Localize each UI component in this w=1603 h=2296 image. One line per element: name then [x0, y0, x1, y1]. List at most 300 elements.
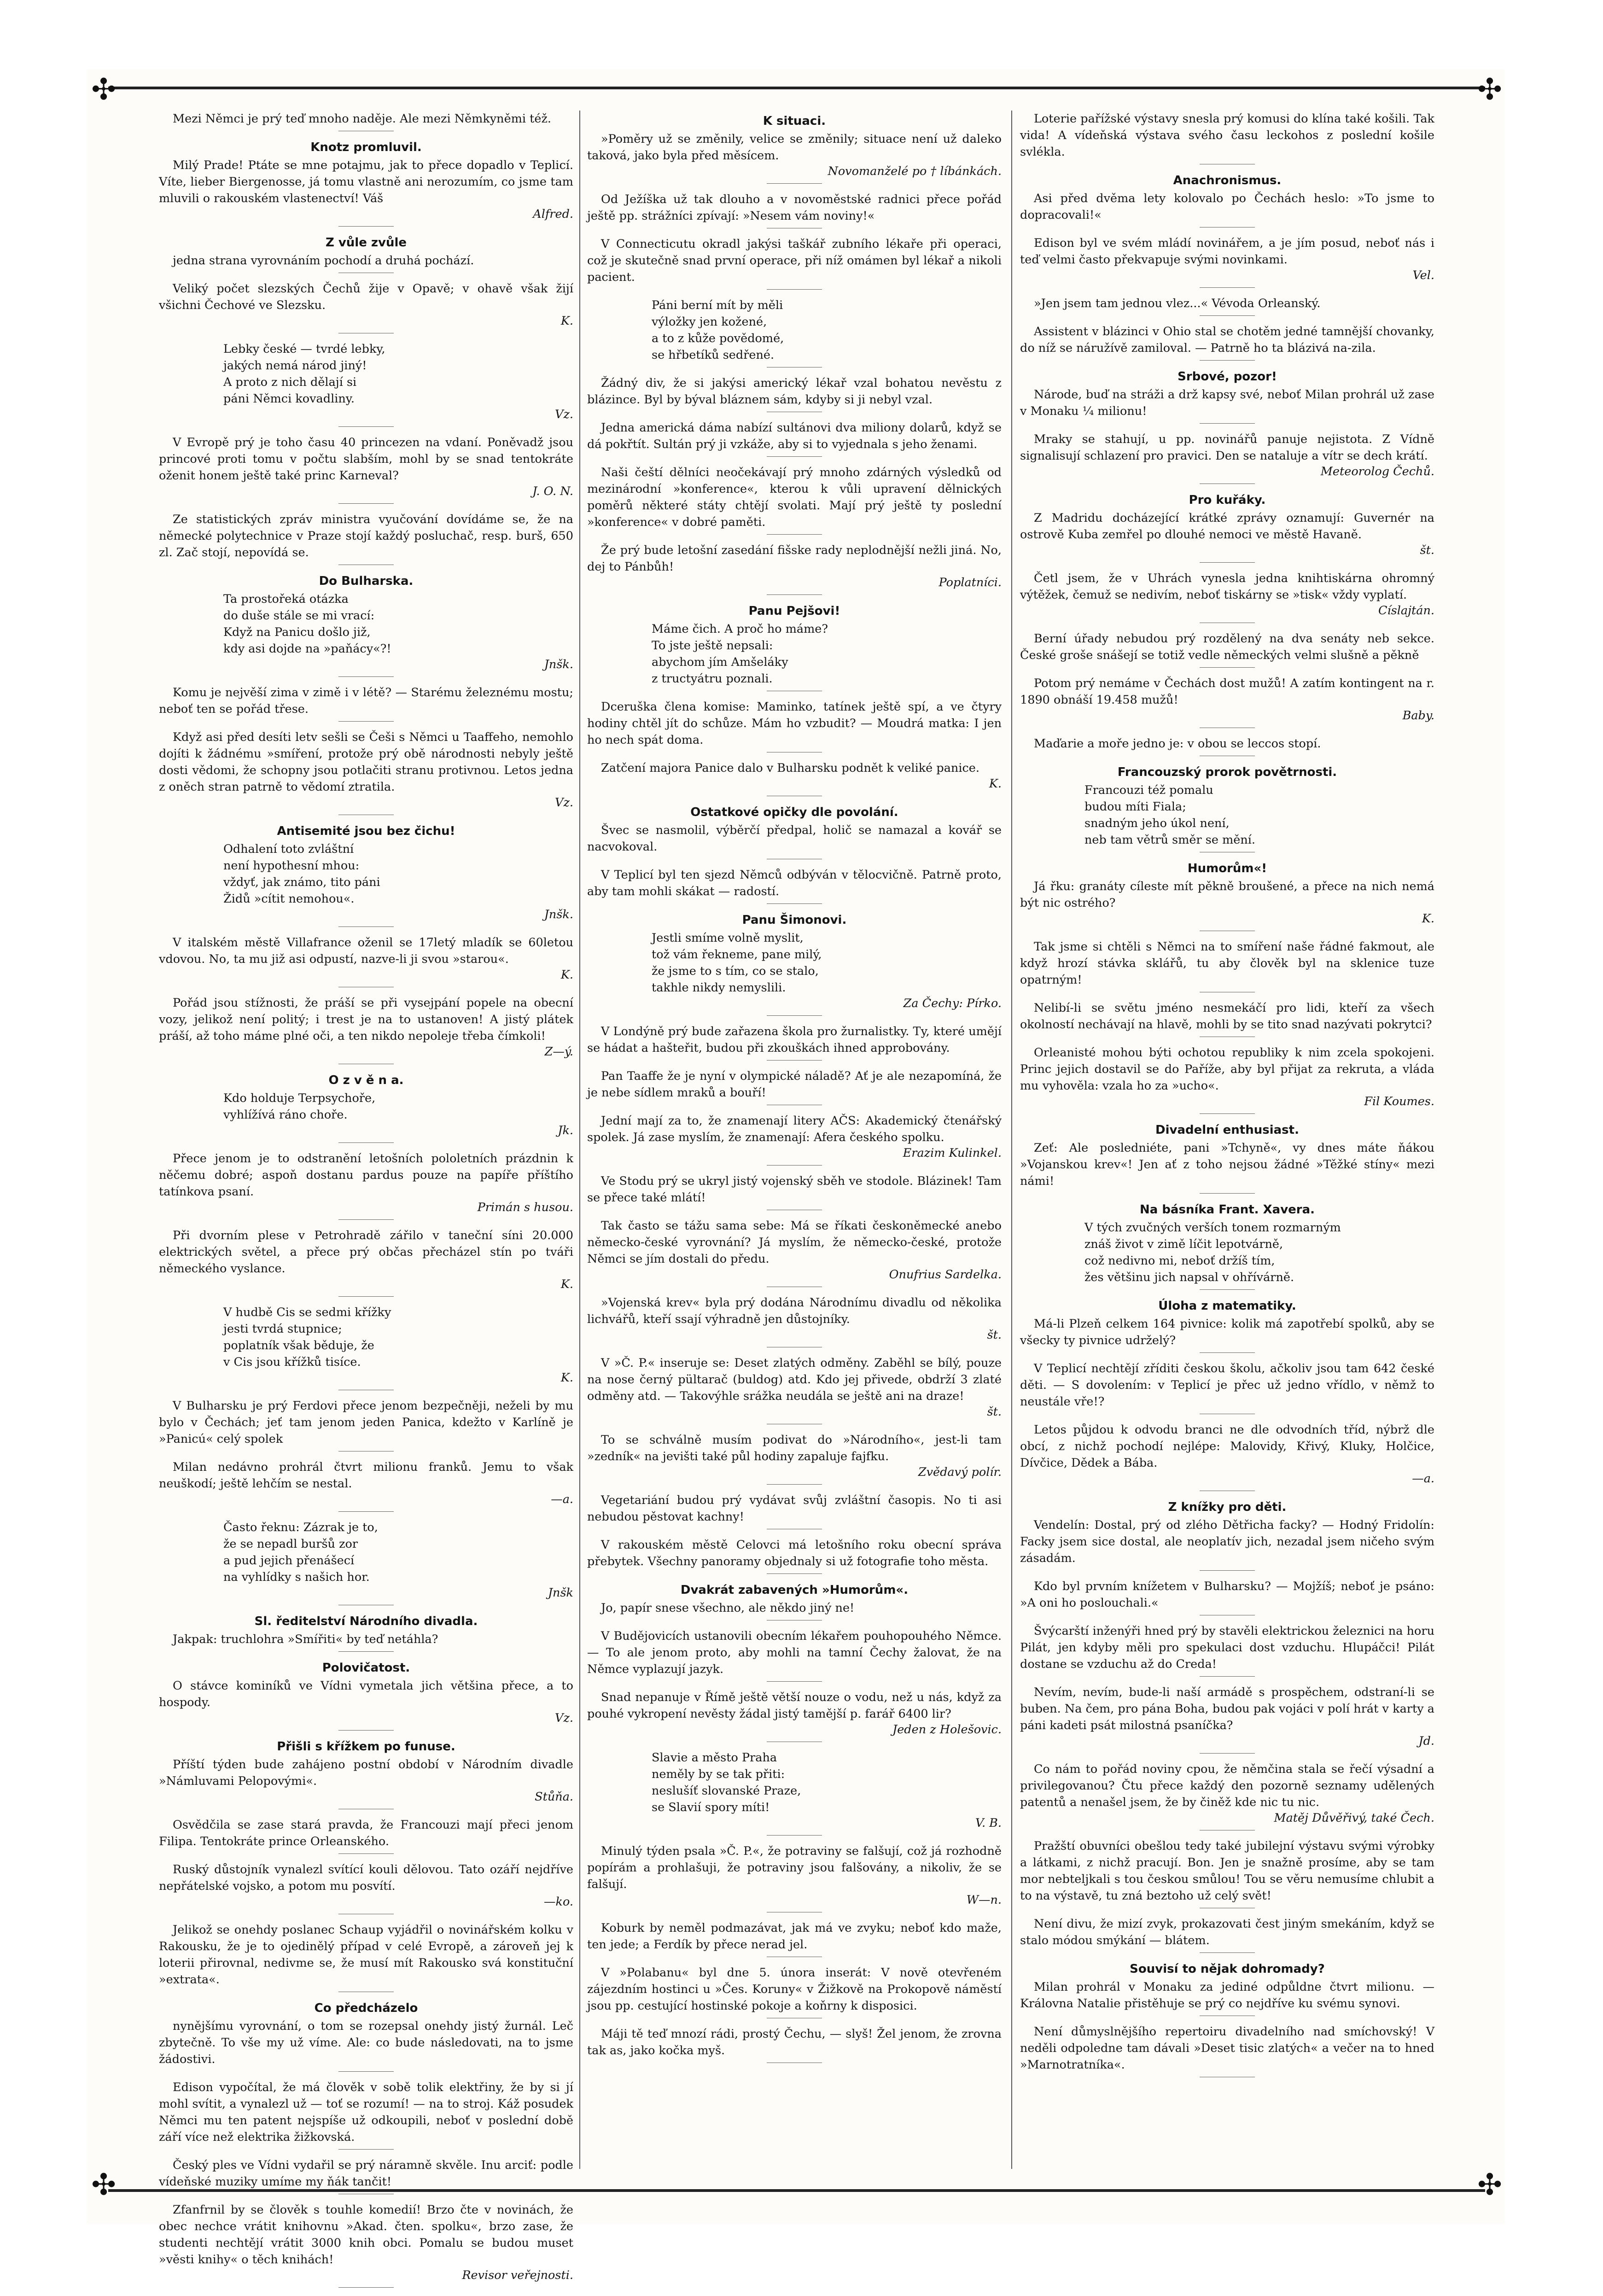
- article-item: [159, 341, 573, 427]
- article-item: [587, 1689, 1002, 1742]
- article-heading: Dvakrát zabavených »Humorům«.: [680, 1583, 909, 1597]
- article-text: Vegetariání budou prý vydávat svůj zvláštní časopis. No ti asi nebudou pěstovat kachny!: [587, 1493, 1002, 1524]
- article-signature: K.: [560, 314, 573, 328]
- article-item: [587, 542, 1002, 595]
- section-separator: [1200, 287, 1255, 288]
- article-item: [587, 1843, 1002, 1912]
- article-item: [159, 995, 573, 1064]
- article-signature: —ko.: [544, 1895, 573, 1909]
- article-signature: Vel.: [1412, 268, 1434, 282]
- article-text: Ve Stodu prý se ukryl jistý vojenský sběh ve stodole. Blázinek! Tam se přece také mlátí!: [587, 1174, 1002, 1205]
- article-heading: Francouzský prorok povětrnosti.: [1117, 765, 1337, 779]
- article-text: Komu je nejvěší zima v zimě i v létě? — Starému železnému mostu; neboť ten se pořád třese.: [159, 686, 573, 716]
- article-text: Ze statistických zpráv ministra vyučování dovídáme se, že na německé polytechnice v Praze stojí každý posluchač, resp. burš, 650 zl. Zač stojí, nepovídá se.: [159, 513, 573, 559]
- article-item: [1020, 1422, 1434, 1491]
- article-text: Zeť: Ale posledniéte, pani »Tchyně«, vy dnes máte ňákou »Vojanskou krev«! Jen ať z toho nejsou žádné »Těžké stíny« mezi námi!: [1020, 1141, 1434, 1188]
- article-item: [159, 1817, 573, 1854]
- article-item: [159, 1922, 573, 1992]
- verse-line: páni Němci kovadliny.: [223, 392, 355, 406]
- article-text: Při dvorním plese v Petrohradě zářilo v taneční síni 20.000 elektrických světel, a přece prý občas přecházel stín po tváři německého vyslance.: [159, 1229, 573, 1276]
- article-text: Veliký počet slezských Čechů žije v Opavě; v ohavě však žijí všichni Čechové ve Slezsku.: [159, 282, 573, 312]
- article-item: [159, 2079, 573, 2150]
- article-text: Maďarie a moře jedno je: v obou se leccos stopí.: [1034, 737, 1321, 751]
- article-text: Od Ježíška už tak dlouho a v novoměstské radnici přece pořád ještě pp. strážníci zpívají: »Nesem vám noviny!«: [587, 192, 1002, 223]
- article-text: Není důmyslnějšího repertoiru divadelního nad smíchovský! V neděli odpoledne tam dávali »Deset tisic zlatých« a večer na to hned »Marnotratníka«.: [1020, 2025, 1434, 2072]
- article-item: [1020, 1297, 1434, 1353]
- verse-line: Francouzi též pomalu: [1084, 783, 1213, 797]
- article-text: Edison byl ve svém mládí novinářem, a je jím posud, neboť nás i teď velmi často překvapuje svými novinkami.: [1020, 236, 1434, 267]
- article-item: [1020, 1578, 1434, 1615]
- article-item: [587, 1628, 1002, 1682]
- article-signature: Jnšk: [548, 1586, 573, 1600]
- article-signature: Meteorolog Čechů.: [1320, 465, 1434, 478]
- article-signature: —a.: [1412, 1472, 1434, 1486]
- section-separator: [767, 1015, 822, 1016]
- section-separator: [1200, 1113, 1255, 1114]
- article-item: [1020, 2023, 1434, 2077]
- column-divider: [1011, 111, 1012, 2169]
- article-item: [587, 464, 1002, 535]
- article-text: Milý Prade! Ptáte se mne potajmu, jak to přece dopadlo v Teplicí. Víte, lieber Biergenosse, já tomu vlastně ani nerozumím, co jsme tam mluvili o rakouském vlastenectví! Váš: [159, 158, 573, 205]
- verse-line: což nedivno mi, neboť držíš tím,: [1084, 1254, 1275, 1268]
- article-heading: Knotz promluvil.: [310, 140, 422, 154]
- article-item: [587, 1492, 1002, 1529]
- article-signature: —a.: [551, 1492, 573, 1506]
- article-signature: Onufrius Sardelka.: [889, 1268, 1002, 1282]
- article-heading: Na básníka Frant. Xavera.: [1139, 1203, 1315, 1217]
- article-item: [587, 1581, 1002, 1620]
- article-signature: Jnšk.: [544, 908, 573, 921]
- article-heading: Panu Šimonovi.: [742, 913, 847, 927]
- article-text: Minulý týden psala »Č. P.«, že potraviny se falšují, což já rozhodně popírám a prohlašuji, že potraviny jsou falšovány, a nikoliv, že se falšují.: [587, 1844, 1002, 1891]
- article-text: Český ples ve Vídni vydařil se prý náramně skvěle. Inu arciť: podle vídeňské muziky umíme my ňák tančit!: [159, 2158, 573, 2189]
- article-item: [1020, 735, 1434, 756]
- article-text: V italském městě Villafrance oženil se 17letý mladík se 60letou vdovou. No, ta mu již asi odpustí, nazve-li ji svou »starou«.: [159, 936, 573, 966]
- verse-line: Židů »cítit nemohou«.: [223, 892, 355, 906]
- article-item: [587, 112, 1002, 184]
- article-text: Tak jsme si chtěli s Němci na to smíření naše řádné fakmout, ale když hrozí stávka sklářů, tu aby člověk byl na sklenice tuze opatrným!: [1020, 940, 1434, 987]
- corner-ornament-icon: ✣: [1477, 73, 1502, 107]
- article-item: [159, 2157, 573, 2194]
- article-text: Jední mají za to, že znamenají litery AČS: Akademický čtenářský spolek. Já zase myslím, že znamenají: Afera českého spolku.: [587, 1114, 1002, 1144]
- article-item: [159, 1072, 573, 1143]
- article-text: Příští týden bude zahájeno postní období v Národním divadle »Námluvami Pelopovými«.: [159, 1758, 573, 1788]
- article-text: Není divu, že mizí zvyk, prokazovati čest jiným smekáním, když se stalo módou smýkání — blátem.: [1020, 1917, 1434, 1947]
- section-separator: [767, 903, 822, 904]
- article-heading: Polovičatost.: [322, 1661, 410, 1675]
- article-text: Četl jsem, že v Uhrách vynesla jedna knihtiskárna ohromný výtěžek, čemuž se nedivím, neboť tiskárny se »tisk« vždy vyplatí.: [1020, 571, 1434, 602]
- article-signature: Vz.: [555, 408, 573, 421]
- article-text: Že prý bude letošní zasedání fišske rady neplodnější nežli jiná. No, dej to Pánbůh!: [587, 543, 1002, 574]
- article-signature: Revisor veřejnosti.: [462, 2268, 573, 2282]
- article-text: Snad nepanuje v Římě ještě větší nouze o vodu, než u nás, když za pouhé vykropení nevěsty žádal jistý tamější p. farář 6400 lir?: [587, 1690, 1002, 1721]
- article-item: [587, 297, 1002, 367]
- article-signature: Jd.: [1418, 1734, 1434, 1748]
- article-signature: Císlajtán.: [1378, 604, 1434, 618]
- verse-line: budou míti Fiala;: [1084, 800, 1186, 814]
- section-separator: [1200, 1952, 1255, 1953]
- section-separator: [767, 183, 822, 184]
- article-item: [159, 434, 573, 504]
- section-separator: [1200, 1193, 1255, 1194]
- article-text: Mezi Němci je prý teď mnoho naděje. Ale mezi Němkyněmi též.: [173, 112, 552, 126]
- article-item: [159, 934, 573, 987]
- article-text: Já řku: granáty cíleste mít pěkně broušené, a přece na nich nemá být nic ostrého?: [1020, 880, 1434, 910]
- section-separator: [767, 594, 822, 595]
- article-item: [1020, 1360, 1434, 1414]
- article-item: [587, 1218, 1002, 1287]
- article-item: [1020, 1684, 1434, 1754]
- article-signature: Vz.: [555, 796, 573, 810]
- article-item: [159, 1150, 573, 1220]
- verse-line: takhle nikdy nemyslili.: [652, 981, 786, 995]
- verse-line: A proto z nich dělají si: [223, 375, 357, 389]
- verse-line: V hudbě Cis se sedmi křížky: [223, 1305, 391, 1319]
- section-separator: [338, 2287, 394, 2288]
- article-text: Má-li Plzeň celkem 164 pivnice: kolik má zapotřebí spolků, aby se všecky ty pivnice udrželý?: [1020, 1317, 1434, 1347]
- article-heading: Z knížky pro děti.: [1168, 1500, 1287, 1514]
- article-signature: K.: [560, 1277, 573, 1291]
- article-heading: O z v ě n a.: [328, 1073, 404, 1087]
- article-item: [1020, 431, 1434, 484]
- article-signature: Fil Koumes.: [1364, 1095, 1434, 1108]
- section-separator: [338, 1730, 394, 1731]
- article-text: Pražští obuvníci obešlou tedy také jubilejní výstavu svými výrobky a látkami, z nichž pracují. Bon. Jen je snažně prosíme, aby se tam mor nebteljkali s tou českou smůlou! Tou se věru nemusíme chlubit a to na výstavě, tu zná beztoho už celý svět!: [1020, 1839, 1434, 1903]
- verse-line: neměly by se tak přiti:: [652, 1767, 785, 1781]
- section-separator: [338, 1296, 394, 1297]
- section-separator: [1200, 1289, 1255, 1290]
- article-signature: V. B.: [975, 1816, 1002, 1830]
- article-heading: Panu Pejšovi!: [748, 604, 840, 618]
- section-separator: [1200, 1753, 1255, 1754]
- article-heading: Sl. ředitelství Národního divadla.: [254, 1614, 478, 1628]
- article-item: [1020, 1623, 1434, 1677]
- verse-line: do duše stále se mi vrací:: [223, 609, 375, 623]
- section-separator: [767, 1835, 822, 1836]
- article-item: [1020, 491, 1434, 563]
- article-text: Nelibí-li se světu jméno nesmekáčí pro lidi, kteří za všech okolností nechávají na hlavě, mohli by se tito snad nazývati pokrytci?: [1020, 1001, 1434, 1031]
- article-text: V Evropě prý je toho času 40 princezen na vdaní. Poněvadž jsou princové proti tomu v počtu slabším, mohl by se snad tentokráte oženit honem ještě také princ Karneval?: [159, 436, 573, 483]
- verse-line: Jestli smíme volně myslit,: [652, 931, 804, 945]
- article-item: [587, 1068, 1002, 1105]
- section-separator: [1200, 1352, 1255, 1353]
- verse-line: žes většinu jich napsal v ohřívárně.: [1084, 1270, 1294, 1284]
- article-item: [1020, 111, 1434, 164]
- article-item: [159, 1861, 573, 1914]
- article-text: Dceruška člena komise: Maminko, tatínek ještě spí, a ve čtyry hodiny chtěl jít do schůze. Mám ho vzbudit? — Moudrá matka: I jen ho nech spát doma.: [587, 700, 1002, 747]
- verse-line: Často řeknu: Zázrak je to,: [223, 1521, 378, 1534]
- section-separator: [338, 1142, 394, 1143]
- article-text: Nevím, nevím, bude-li naší armádě s prospěchem, odstraní-li se buben. Na čem, pro pána Boha, budou pak vojáci v polí hrát v karty a páni kadeti psát milostná psaníčka?: [1020, 1685, 1434, 1732]
- verse-line: kdy asi dojde na »paňácy«?!: [223, 642, 391, 656]
- section-separator: [338, 226, 394, 227]
- article-item: [1020, 1000, 1434, 1037]
- verse-line: Máme čich. A proč ho máme?: [652, 622, 828, 636]
- article-item: [1020, 1916, 1434, 1953]
- article-text: »Vojenská krev« byla prý dodána Národnímu divadlu od několika lichvářů, kteří ssají výhradně jen důstojníky.: [587, 1296, 1002, 1326]
- article-text: Letos půjdou k odvodu branci ne dle odvodních tříd, nýbrž dle obcí, z nichž pochodí nejlépe: Malovidy, Křivý, Kluky, Holčice, Dívčice, Dědek a Bába.: [1020, 1423, 1434, 1470]
- article-item: [159, 1738, 573, 1809]
- verse-line: znáš život v zimě líčit lepotvárně,: [1084, 1237, 1283, 1251]
- section-separator: [767, 289, 822, 290]
- article-item: [587, 1920, 1002, 1957]
- article-text: Osvědčila se zase stará pravda, že Francouzi mají přeci jenom Filipa. Tentokráte prince Orleanského.: [159, 1818, 573, 1848]
- article-item: [159, 1398, 573, 1451]
- article-heading: Do Bulharska.: [319, 574, 414, 588]
- verse-line: vyhlížívá ráno choře.: [223, 1108, 348, 1122]
- article-text: V Bulharsku je prý Ferdovi přece jenom bezpečněji, neželi by mu bylo v Čechách; jeť tam jenom jeden Panica, kdežto v Karlíně je »Panicú« celý spolek: [159, 1399, 573, 1446]
- article-text: »Jen jsem tam jednou vlez...« Vévoda Orleanský.: [1034, 297, 1321, 310]
- article-text: V Budějovicích ustanovili obecním lékařem pouhopouhého Němce. — To ale jenom proto, aby mohli na tamní Čechy žalovat, že na Němce vyplazují jazyk.: [587, 1629, 1002, 1676]
- article-signature: Poplatníci.: [938, 576, 1002, 589]
- article-item: [1020, 1498, 1434, 1571]
- verse-line: tož vám řekneme, pane milý,: [652, 948, 822, 962]
- article-item: [159, 2202, 573, 2288]
- article-signature: Erazim Kulinkel.: [903, 1146, 1002, 1160]
- article-item: [587, 1173, 1002, 1210]
- column-1: [159, 111, 573, 2282]
- article-heading: Co předcházelo: [314, 2001, 418, 2015]
- article-item: [1020, 1838, 1434, 1908]
- article-text: Loterie pařížské výstavy snesla prý komusi do klína také košili. Tak vida! A vídeňská výstava svého času leckohos z poslední košile svlékla.: [1020, 112, 1434, 159]
- article-item: [587, 911, 1002, 1016]
- article-signature: Novomanželé po † líbánkách.: [828, 164, 1002, 178]
- article-text: V Teplicí nechtějí zříditi českou školu, ačkoliv jsou tam 642 české děti. — S dovolením: v Teplicí je přec už jedno vřídlo, v němž to neustále vře!?: [1020, 1362, 1434, 1409]
- article-signature: št.: [987, 1405, 1002, 1419]
- verse-line: výložky jen kožené,: [652, 315, 767, 329]
- article-item: [587, 420, 1002, 457]
- verse-line: že jsme to s tím, co se stalo,: [652, 964, 819, 978]
- article-item: [587, 2026, 1002, 2063]
- article-text: V Londýně prý bude zařazena škola pro žurnalistky. Ty, které umějí se hádat a hašteřit, budou při zkouškách ihned approbovány.: [587, 1025, 1002, 1055]
- article-heading: Srbové, pozor!: [1177, 370, 1277, 384]
- verse-line: Lebky české — tvrdé lebky,: [223, 342, 385, 356]
- corner-ornament-icon: ✣: [91, 2168, 116, 2202]
- article-item: [159, 1227, 573, 1297]
- article-item: [159, 684, 573, 722]
- article-signature: Jnšk.: [544, 658, 573, 671]
- section-separator: [338, 1219, 394, 1220]
- article-text: Edison vypočítal, že má člověk v sobě tolik elektřiny, že by si jí mohl svítit, a vynalezl už — toť se rozumí! — na to stroj. Káž posudek Němci mu ten patent nejspíše už odkoupili, neboť v poslední době září více než elektrika žižkovská.: [159, 2080, 573, 2144]
- article-text: Zfanfrnil by se člověk s touhle komedií! Brzo čte v novinách, že obec nechce vrátit knihovnu »Akad. čten. spolku«, brzo zase, že studenti nechtějí vrátit 3000 knih obci. Pomalu se budou muset »věsti knihy« o těch knihách!: [159, 2203, 573, 2267]
- section-separator: [338, 2149, 394, 2150]
- article-signature: št.: [1420, 543, 1434, 557]
- article-item: [159, 1999, 573, 2072]
- article-item: [587, 191, 1002, 228]
- article-item: [587, 804, 1002, 859]
- article-item: [587, 1964, 1002, 2018]
- verse-line: v Cis jsou křížků tisíce.: [223, 1355, 361, 1369]
- article-item: [159, 822, 573, 927]
- article-text: V Teplicí byl ten sjezd Němců odbýván v tělocvičně. Patrně proto, aby tam mohli skákat — radostí.: [587, 868, 1002, 898]
- article-signature: K.: [1422, 912, 1434, 926]
- article-heading: Přišli s křížkem po funuse.: [277, 1740, 455, 1754]
- section-separator: [338, 503, 394, 504]
- verse-line: neb tam větrů směr se mění.: [1084, 833, 1256, 847]
- article-text: Co nám to pořád noviny cpou, že němčina stala se řečí výsadní a privilegovanou? Čtu přece každý den pozorně seznamy udělených patentů a nenašel jsem, že by činěž kde nic tu nic.: [1020, 1762, 1434, 1809]
- section-separator: [338, 1853, 394, 1854]
- article-item: [1020, 1960, 1434, 2016]
- article-item: [159, 729, 573, 815]
- article-heading: Divadelní enthusiast.: [1155, 1123, 1299, 1137]
- article-item: [159, 572, 573, 677]
- article-signature: Za Čechy: Pírko.: [903, 996, 1002, 1010]
- article-item: [159, 1304, 573, 1390]
- verse-line: Kdo holduje Terpsychoře,: [223, 1091, 376, 1105]
- article-text: Žádný div, že si jakýsi americký lékař vzal bohatou nevěstu z blázince. Byl by býval bláznem sám, kdyby si ji nebyl vzal.: [587, 376, 1002, 407]
- verse-line: V tých zvučných verších tonem rozmarným: [1084, 1221, 1341, 1235]
- verse-line: neslušíť slovanské Praze,: [652, 1784, 801, 1798]
- article-text: Milan nedávno prohrál čtvrt milionu franků. Jemu to však neuškodí; ještě lehčím se nestal.: [159, 1460, 573, 1491]
- article-text: Jedna americká dáma nabízí sultánovi dva miliony dolarů, když se dá pokřtít. Sultán prý ji vzkáže, aby si to vyjednala s jeho ženami.: [587, 421, 1002, 451]
- article-signature: Zvědavý polír.: [918, 1465, 1002, 1479]
- verse-line: Když na Panicu došlo již,: [223, 625, 371, 639]
- article-heading: K situaci.: [763, 114, 826, 128]
- article-signature: Vz.: [555, 1711, 573, 1725]
- verse-line: vždyť, jak známo, tito páni: [223, 875, 380, 889]
- verse-line: z tructyátru poznali.: [652, 672, 773, 686]
- article-item: [1020, 368, 1434, 424]
- section-separator: [767, 1484, 822, 1485]
- section-separator: [767, 1060, 822, 1061]
- article-text: Švec se nasmolil, výběrčí předpal, holič se namazal a kovář se nacvokoval.: [587, 823, 1002, 854]
- section-separator: [767, 456, 822, 457]
- article-item: [587, 1113, 1002, 1165]
- article-text: Tak často se tážu sama sebe: Má se říkati českoněmecké anebo německo-české vyrovnání? Já myslím, že německo-české, protože Němci se jím dostali do předu.: [587, 1219, 1002, 1266]
- article-item: [1020, 570, 1434, 623]
- article-signature: Alfred.: [533, 207, 573, 221]
- section-separator: [767, 534, 822, 535]
- article-text: Pan Taaffe že je nyní v olympické náladě? Ať je ale nezapomíná, že je nebe sídlem mraků a bouří!: [587, 1069, 1002, 1100]
- article-heading: Anachronismus.: [1173, 174, 1282, 187]
- verse-line: Ta prostořeká otázka: [223, 592, 349, 606]
- article-heading: Souvisí to nějak dohromady?: [1130, 1962, 1325, 1976]
- verse-line: To jste ještě nepsali:: [652, 639, 773, 653]
- article-item: [1020, 295, 1434, 316]
- column-2: [587, 111, 1002, 2169]
- article-text: Milan prohrál v Monaku za jediné odpůldne čtvrt milionu. — Královna Natalie přistěhuje se prý co nejdříve ku svému synovi.: [1020, 1980, 1434, 2010]
- article-text: nynějšímu vyrovnání, o tom se rozepsal onehdy jistý žurnál. Leč zbytečně. To vše my už víme. Ale: co bude následovati, na to jsme žádostivi.: [159, 2019, 573, 2066]
- article-signature: Z—ý.: [544, 1045, 573, 1059]
- article-item: [587, 1749, 1002, 1836]
- article-item: [1020, 323, 1434, 361]
- article-signature: K.: [560, 968, 573, 982]
- article-text: V rakouském městě Celovci má letošního roku obecní správa přebytek. Všechny panoramy objednaly si už fotografie toho města.: [587, 1538, 1002, 1568]
- section-separator: [338, 1651, 394, 1652]
- article-text: Mraky se stahují, u pp. novinářů panuje nejistota. Z Vídně signalisují schlazení pro pravici. Den se nataluje a vítr se dech krátí.: [1020, 432, 1434, 463]
- section-separator: [1200, 562, 1255, 563]
- article-text: Přece jenom je to odstranění letošních pololetních prázdnin k něčemu dobré; aspoň dostanu pardus pouze na papíře příštího tatínkova psaní.: [159, 1152, 573, 1199]
- article-text: »Poměry už se změnily, velice se změnily; situace není už daleko taková, jako byla před měsícem.: [587, 132, 1002, 163]
- verse-line: jakých nemá národ jiný!: [223, 359, 367, 373]
- article-item: [587, 867, 1002, 904]
- corner-ornament-icon: ✣: [1477, 2168, 1502, 2202]
- verse-line: a pud jejich přenášecí: [223, 1554, 355, 1568]
- verse-line: Slavie a město Praha: [652, 1751, 777, 1765]
- article-signature: Jeden z Holešovic.: [892, 1723, 1002, 1737]
- verse-line: abychom jím Amšeláky: [652, 655, 788, 669]
- article-signature: št.: [987, 1328, 1002, 1342]
- article-item: [159, 111, 573, 131]
- corner-ornament-icon: ✣: [91, 73, 116, 107]
- article-text: Jakpak: truchlohra »Smířiti« by teď netáhla?: [173, 1632, 438, 1646]
- article-item: [1020, 1201, 1434, 1290]
- article-text: Máji tě teď mnozí rádi, prostý Čechu, — slyš! Žel jenom, že zrovna tak as, jako kočka myš.: [587, 2027, 1002, 2057]
- article-text: Ruský důstojník vynalezl svítící kouli dělovou. Tato ozáří nejdříve nepřátelské vojsko, a potom mu posvítí.: [159, 1863, 573, 1893]
- article-signature: Baby.: [1402, 709, 1434, 723]
- section-separator: [767, 1573, 822, 1574]
- section-separator: [1200, 360, 1255, 361]
- verse-line: Páni berní mít by měli: [652, 298, 783, 312]
- article-text: Orleanisté mohou býti ochotou republiky k nim zcela spokojeni. Princ jejich dostavil se do Paříže, aby byl přijat za rekruta, a vláda mu vyhověla: vzala ho za »ucho«.: [1020, 1046, 1434, 1093]
- article-text: V »Polabanu« byl dne 5. února inserát: V nově otevřeném zájezdním hostinci u »Čes. Koruny« v Žižkově na Prokopově náměstí jsou pp. cestující hostinské pokoje a koňrny k disposici.: [587, 1966, 1002, 2013]
- article-text: V »Č. P.« inseruje se: Deset zlatých odměny. Zaběhl se bílý, pouze na nose černý pültarač (buldog) atd. Kdo jej přivede, obdrží 3 zlaté odměny atd. — Takovýhle srážka neudála se ještě ani na draze!: [587, 1356, 1002, 1403]
- article-item: [587, 760, 1002, 796]
- article-item: [1020, 1761, 1434, 1830]
- article-text: jedna strana vyrovnáním pochodí a druhá pochází.: [173, 254, 474, 268]
- article-item: [587, 602, 1002, 691]
- article-item: [1020, 938, 1434, 992]
- article-text: Asi před dvěma lety kolovalo po Čechách heslo: »To jsme to dopracovali!«: [1020, 192, 1434, 222]
- article-text: Když asi před desíti letv sešli se Češi s Němci u Taaffeho, nemohlo dojíti k žádnému »smíření, protože prý obě národnosti nebyly ještě dosti vědomi, že schopny jsou potlačiti stranu protivnou. Letos jedna z oněch stran patrně to vědomí ztratila.: [159, 730, 573, 794]
- article-item: [159, 1613, 573, 1652]
- article-text: Vendelín: Dostal, prý od zlého Dětřicha facky? — Hodný Fridolín: Facky jsem sice dostal, ale neoplatív jich, nezadal jsem ničeho svým zásadám.: [1020, 1518, 1434, 1565]
- article-signature: J. O. N.: [532, 484, 573, 498]
- column-divider: [579, 111, 580, 2169]
- article-item: [159, 234, 573, 273]
- article-signature: Stůňa.: [535, 1790, 573, 1804]
- verse-line: není hypothesní mhou:: [223, 859, 360, 873]
- article-text: Národe, buď na stráži a drž kapsy své, neboť Milan prohrál už zase v Monaku ¼ milionu!: [1020, 388, 1434, 418]
- article-item: [1020, 860, 1434, 931]
- article-item: [159, 280, 573, 333]
- article-text: Z Madridu docházející krátké zprávy oznamují: Guvernér na ostrově Kuba zemřel po dlouhé nemoci ve městě Havaně.: [1020, 511, 1434, 542]
- article-text: Potom prý nemáme v Čechách dost mužů! A zatím kontingent na r. 1890 obnáší 19.458 mužů!: [1020, 676, 1434, 707]
- section-separator: [1200, 315, 1255, 316]
- article-item: [587, 699, 1002, 752]
- article-item: [1020, 763, 1434, 852]
- article-text: Koburk by neměl podmazávat, jak má ve zvyku; neboť kdo maže, ten jede; a Ferdík by přece nerad jel.: [587, 1921, 1002, 1952]
- article-text: Kdo byl prvním knížetem v Bulharsku? — Mojžíš; neboť je psáno: »A oni ho poslouchali.«: [1020, 1579, 1434, 1610]
- verse-line: že se nepadl buršů zor: [223, 1537, 358, 1551]
- article-item: [1020, 1044, 1434, 1114]
- article-signature: Jk.: [558, 1124, 573, 1137]
- article-text: Berní úřady nebudou prý rozdělený na dva senáty neb sekce. České groše snášejí se totiž vedle německých velmi slušně a pěkně: [1020, 632, 1434, 662]
- column-3: [1020, 111, 1434, 2169]
- article-item: [587, 1294, 1002, 1347]
- article-item: [159, 139, 573, 227]
- article-text: Jo, papír snese všechno, ale někdo jiný ne!: [601, 1601, 855, 1615]
- article-item: [1020, 675, 1434, 728]
- article-item: [1020, 235, 1434, 288]
- verse-line: snadným jeho úkol není,: [1084, 816, 1230, 830]
- article-text: Pořád jsou stížnosti, že práší se při vysejpání popele na obecní vozy, jelikož není politý; i trest je na to ustanoven! A jistý plátek práší, až toho máme plné oči, a ten nikdo nepoleje třeba čímkoli!: [159, 996, 573, 1043]
- article-heading: Humorům«!: [1187, 862, 1267, 875]
- article-signature: K.: [560, 1371, 573, 1385]
- article-item: [587, 1023, 1002, 1061]
- verse-line: se Slavií spory míti!: [652, 1801, 770, 1814]
- section-separator: [338, 426, 394, 427]
- verse-line: Odhalení toto zvláštní: [223, 842, 354, 856]
- article-heading: Ostatkové opičky dle povolání.: [690, 805, 898, 819]
- article-signature: Primán s husou.: [477, 1200, 573, 1214]
- section-separator: [338, 721, 394, 722]
- article-text: Naši čeští dělníci neočekávají prý mnoho zdárných výsledků od mezinárodní »konference«, kterou k vůli upravení dělnických poměrů některé státy chtějí svolati. Mají prý ještě ty poslední »konference« v dobré paměti.: [587, 466, 1002, 529]
- verse-line: na vyhlídky s našich hor.: [223, 1570, 370, 1584]
- article-heading: Z vůle zvůle: [325, 236, 407, 250]
- article-text: V Connecticutu okradl jakýsi taškář zubního lékaře při operaci, což je skutečně snad první operace, při níž omámen byl lékař a nikoli pacient.: [587, 237, 1002, 284]
- section-separator: [1200, 667, 1255, 668]
